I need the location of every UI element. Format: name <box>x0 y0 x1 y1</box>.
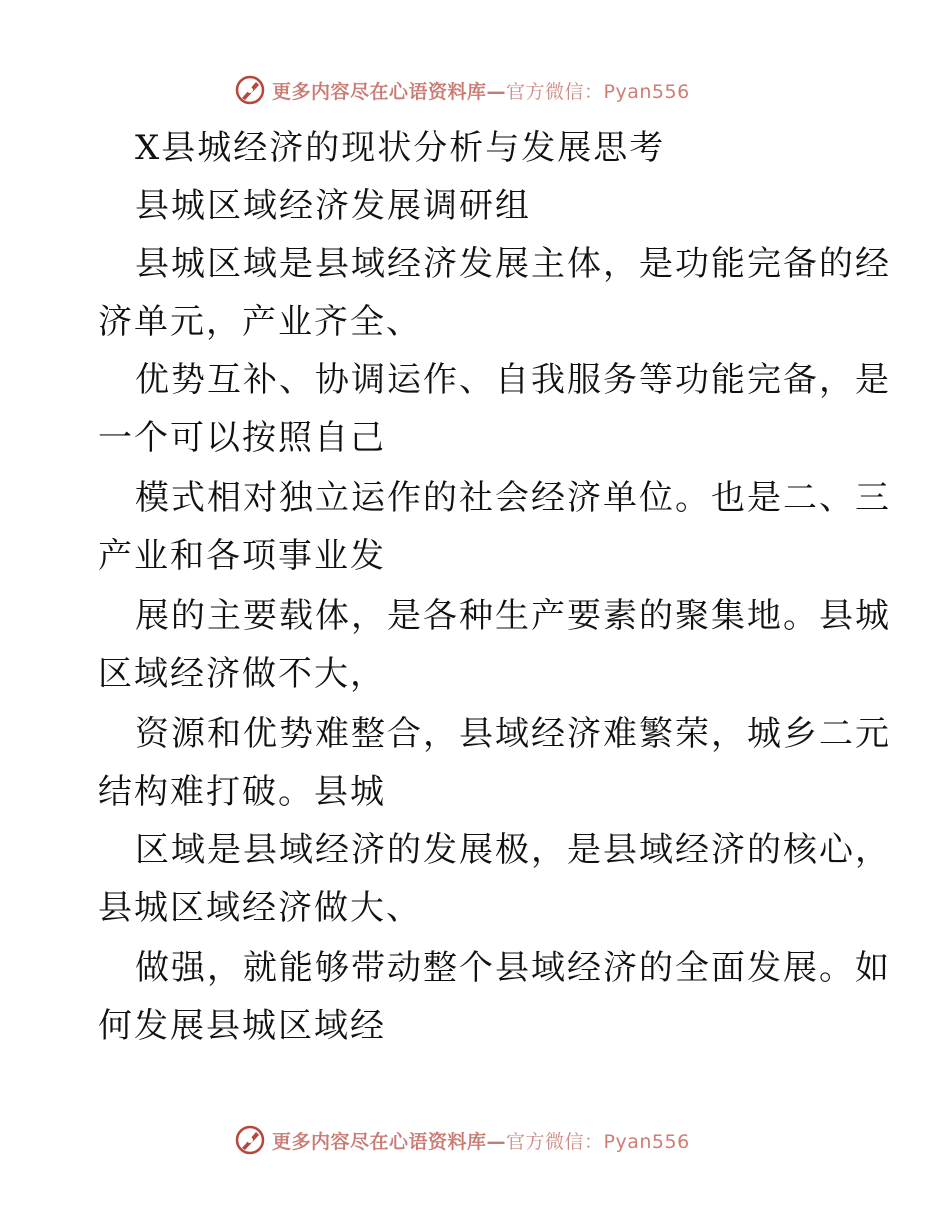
document-title: X县城经济的现状分析与发展思考 <box>135 128 666 168</box>
body-line: 一个可以按照自己 <box>98 418 386 458</box>
body-line: 做强，就能够带动整个县域经济的全面发展。如 <box>135 948 891 988</box>
quill-logo-icon <box>234 1124 266 1156</box>
watermark-dash: — <box>486 1130 507 1153</box>
watermark-wechat-id: Pyan556 <box>603 1130 690 1153</box>
document-author: 县城区域经济发展调研组 <box>135 186 531 226</box>
body-line: 县城区域是县域经济发展主体，是功能完备的经 <box>135 244 891 284</box>
watermark-wechat-id: Pyan556 <box>603 80 690 103</box>
footer-watermark <box>234 1122 690 1158</box>
body-line: 何发展县城区域经 <box>98 1006 386 1046</box>
watermark-wechat-label: 官方微信： <box>506 80 604 103</box>
body-line: 资源和优势难整合，县域经济难繁荣，城乡二元 <box>135 714 891 754</box>
quill-logo-icon <box>234 74 266 106</box>
body-line: 区域经济做不大， <box>98 654 386 694</box>
watermark-main-text: 更多内容尽在心语资料库 <box>272 1130 487 1153</box>
body-line: 县城区域经济做大、 <box>98 888 422 928</box>
header-watermark <box>234 72 690 108</box>
watermark-dash: — <box>486 80 507 103</box>
body-line: 济单元，产业齐全、 <box>98 302 422 342</box>
body-line: 模式相对独立运作的社会经济单位。也是二、三 <box>135 478 891 518</box>
watermark-main-text: 更多内容尽在心语资料库 <box>272 80 487 103</box>
body-line: 优势互补、协调运作、自我服务等功能完备，是 <box>135 360 891 400</box>
body-line: 结构难打破。县城 <box>98 772 386 812</box>
body-line: 区域是县域经济的发展极，是县域经济的核心， <box>135 830 891 870</box>
body-line: 展的主要载体，是各种生产要素的聚集地。县城 <box>135 596 891 636</box>
body-line: 产业和各项事业发 <box>98 536 386 576</box>
watermark-wechat-label: 官方微信： <box>506 1130 604 1153</box>
